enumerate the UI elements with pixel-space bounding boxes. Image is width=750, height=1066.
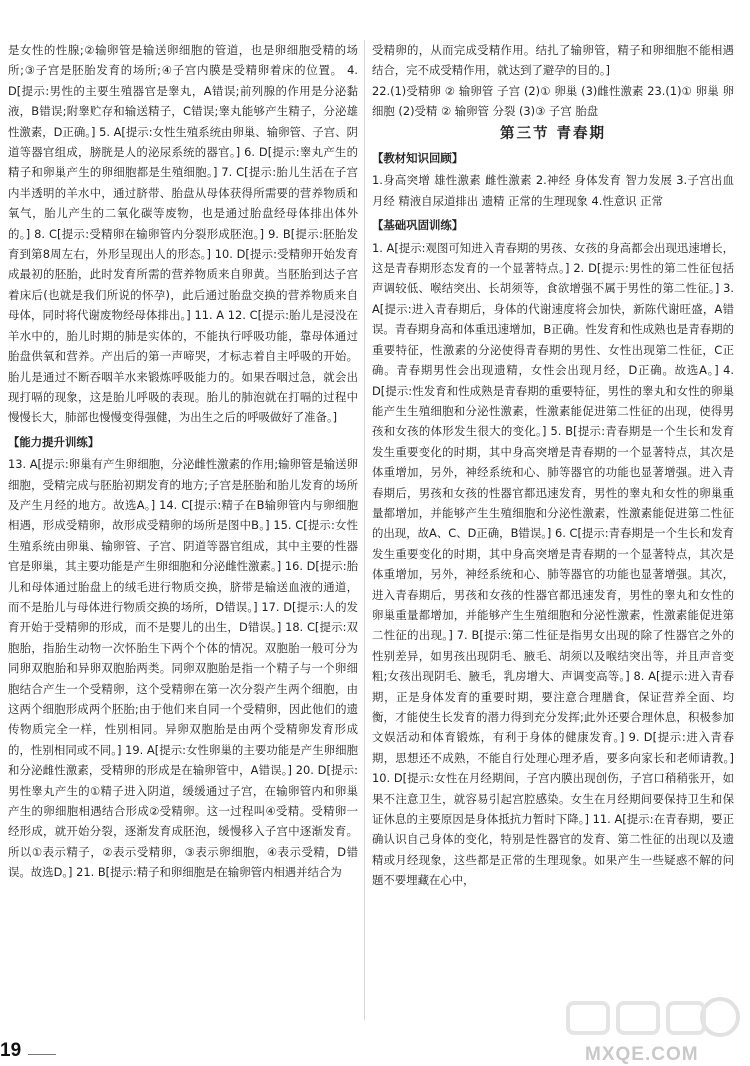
answer-paragraph-5: 1.身高突增 雄性激素 雌性激素 2.神经 身体发育 智力发展 3.子宫出血 月经 精液自尿道排出 遗精 正常的生理现象 4.性意识 正常 <box>372 173 734 208</box>
answer-paragraph-6: 1. A[提示:观图可知进入青春期的男孩、女孩的身高都会出现迅速增长，这是青春期形态发育的一个显著特点。] 2. D[提示:男性的第二性征包括声调较低、喉结突出、长胡须等，食欲增强不属于男性的第二性征。] 3. A[提示:进入青春期后，身体的代谢速度将会加快，新陈代谢旺盛，A错误。青春期身高和体重迅速增加，B正确。性发育和性成熟也是青春期的重要特征，性激素的分泌使得青春期的男性、女性出现第二性征，C正确。青春期男性会出现遗精，女性会出现月经，D正确。故选A。] 4. D[提示:性发育和性成熟是青春期的重要特征，男性的睾丸和女性的卵巢能产生生殖细胞和分泌性激素，性激素能促进第二性征的出现，使得男孩和女孩的体形发生很大的变化。] 5. B[提示:青春期是一个生长和发育发生重要变化的时期，其中身高突增是青春期的一个显著特点，其次是体重增加，另外，神经系统和心、肺等器官的功能也显著增强。进入青春期后，男孩和女孩的性器官都迅速发育，男性的睾丸和女性的卵巢重量都增加，并能够产生生殖细胞和分泌性激素，性激素能促进第二性征的出现，故A、C、D正确，B错误。] 6. C[提示:青春期是一个生长和发育发生重要变化的时期，其中身高突增是青春期的一个显著特点，其次是体重增加，另外，神经系统和心、肺等器官的功能也显著增强。其次，进入青春期后，男孩和女孩的性器官都迅速发育，男性的睾丸和女性的卵巢重量都增加，并能够产生生殖细胞和分泌性激素，性激素能促进第二性征的出现。] 7. B[提示:第二性征是指男女出现的除了性器官之外的性别差异，如男孩出现阴毛、腋毛、胡须以及喉结突出等，并且声音变粗;女孩出现阴毛、腋毛，乳房增大、声调变高等。] 8. A[提示:进入青春期，正是身体发育的重要时期，要注意合理膳食，保证营养全面、均衡，才能使生长发育的潜力得到充分发挥;此外还要合理休息，积极参加文娱活动和体育锻炼，有利于身体的健康发育。] 9. D[提示:进入青春期，思想还不成熟，不能自行处理心理矛盾，要多向家长和老师请教。] 10. D[提示:女性在月经期间，子宫内膜出现创伤，子宫口稍稍张开，如果不注意卫生，就容易引起宫腔感染。女生在月经期间要保持卫生和保证休息的主要原因是身体抵抗力暂时下降。] 11. A[提示:在青春期，要正确认识自己身体的变化，特别是性器官的发育、第二性征的出现以及遗精或月经现象，这些都是正常的生理现象。如果产生一些疑惑不解的问题不要埋藏在心中， <box>372 240 734 888</box>
section-heading-ability: 【能力提升训练】 <box>8 434 100 449</box>
page-number-rule <box>28 1054 56 1055</box>
section-heading-review: 【教材知识回顾】 <box>372 151 464 166</box>
answer-paragraph-4: 22.(1)受精卵 ② 输卵管 子宫 (2)① 卵巢 (3)雌性激素 23.(1)① 卵巢 卵细胞 (2)受精 ② 输卵管 分裂 (3)③ 子宫 胎盘 <box>372 83 734 119</box>
watermark-text: MXQE.COM <box>585 1044 699 1065</box>
column-divider <box>364 40 365 1020</box>
left-column <box>8 40 358 883</box>
chapter-title: 第三节 青春期 <box>499 125 607 142</box>
answer-paragraph-3: 受精卵的，从而完成受精作用。结扎了输卵管，精子和卵细胞不能相遇结合，完不成受精作用，就达到了避孕的目的。] <box>372 43 734 78</box>
right-column <box>372 40 734 891</box>
answer-paragraph-1: 是女性的性腺;②输卵管是输送卵细胞的管道，也是卵细胞受精的场所;③子宫是胚胎发育的场所;④子宫内膜是受精卵着床的位置。 4. D[提示:男性的主要生殖器官是睾丸，A错误;前列腺的作用是分泌黏液，B错误;附睾贮存和输送精子，C错误;睾丸能够产生精子，分泌雄性激素，D正确。] 5. A[提示:女性生殖系统由卵巢、输卵管、子宫、阴道等器官组成，膀胱是人的泌尿系统的器官。] 6. D[提示:睾丸产生的精子和卵巢产生的卵细胞都是生殖细胞。] 7. C[提示:胎儿生活在子宫内半透明的羊水中，通过脐带、胎盘从母体获得所需要的营养物质和氧气，胎儿产生的二氧化碳等废物，也是通过胎盘经母体排出体外的。] 8. C[提示:受精卵在输卵管内分裂形成胚泡。] 9. B[提示:胚胎发育到第8周左右，外形呈现出人的形态。] 10. D[提示:受精卵开始发育成最初的胚胎，此时发育所需的营养物质来自卵黄。当胚胎到达子宫着床后(也就是我们所说的怀孕)，此后通过胎盘交换的营养物质来自母体，同时将代谢废物经母体排出。] 11. A 12. C[提示:胎儿是浸没在羊水中的，胎儿时期的肺是实体的，不能执行呼吸功能，靠母体通过胎盘供氧和营养。产出后的第一声啼哭，才标志着自主呼吸的开始。胎儿是通过不断吞咽羊水来锻炼呼吸能力的。如果吞咽过急，就会出现打嗝的现象，这是胎儿呼吸的表现。胎儿的肺泡就在打嗝的过程中慢慢长大，肺部也慢慢变得强健，为出生之后的呼吸做好了准备。] <box>8 43 358 425</box>
page-number: 19 <box>0 1040 22 1061</box>
answer-paragraph-2: 13. A[提示:卵巢有产生卵细胞，分泌雌性激素的作用;输卵管是输送卵细胞，受精完成与胚胎初期发育的地方;子宫是胚胎和胎儿发育的场所及产生月经的地方。故选A。] 14. C[提示:精子在B输卵管内与卵细胞相遇，形成受精卵，故形成受精卵的场所是图中B。] 15. C[提示:女性生殖系统由卵巢、输卵管、子宫、阴道等器官组成，其中主要的性器官是卵巢，其主要功能是产生卵细胞和分泌雌性激素。] 16. D[提示:胎儿和母体通过胎盘上的绒毛进行物质交换，脐带是输送血液的通道，而不是胎儿与母体进行物质交换的场所，D错误。] 17. D[提示:人的发育开始于受精卵的形成，而不是婴儿的出生，D错误。] 18. C[提示:双胞胎，指胎生动物一次怀胎生下两个个体的情况。双胞胎一般可分为同卵双胞胎和异卵双胞胎两类。同卵双胞胎是指一个精子与一个卵细胞结合产生一个受精卵，这个受精卵在第一次分裂产生两个细胞，由这两个细胞形成两个胚胎;由于他们来自同一个受精卵，因此他们的遗传物质完全一样，性别相同。异卵双胞胎是由两个受精卵发育形成的，性别相同或不同。] 19. A[提示:女性卵巢的主要功能是产生卵细胞和分泌雌性激素，受精卵的形成是在输卵管中，A错误。] 20. D[提示:男性睾丸产生的①精子进入阴道，缓缓通过子宫，在输卵管内和卵巢产生的卵细胞相遇结合形成②受精卵。这一过程叫④受精。受精卵一经形成，就开始分裂，逐渐发育成胚泡，缓慢移入子宫中逐渐发育。所以①表示精子，②表示受精卵，③表示卵细胞，④表示受精，D错误。故选D。] 21. B[提示:精子和卵细胞是在输卵管内相遇并结合为 <box>8 457 358 880</box>
section-heading-basic: 【基础巩固训练】 <box>372 218 464 233</box>
